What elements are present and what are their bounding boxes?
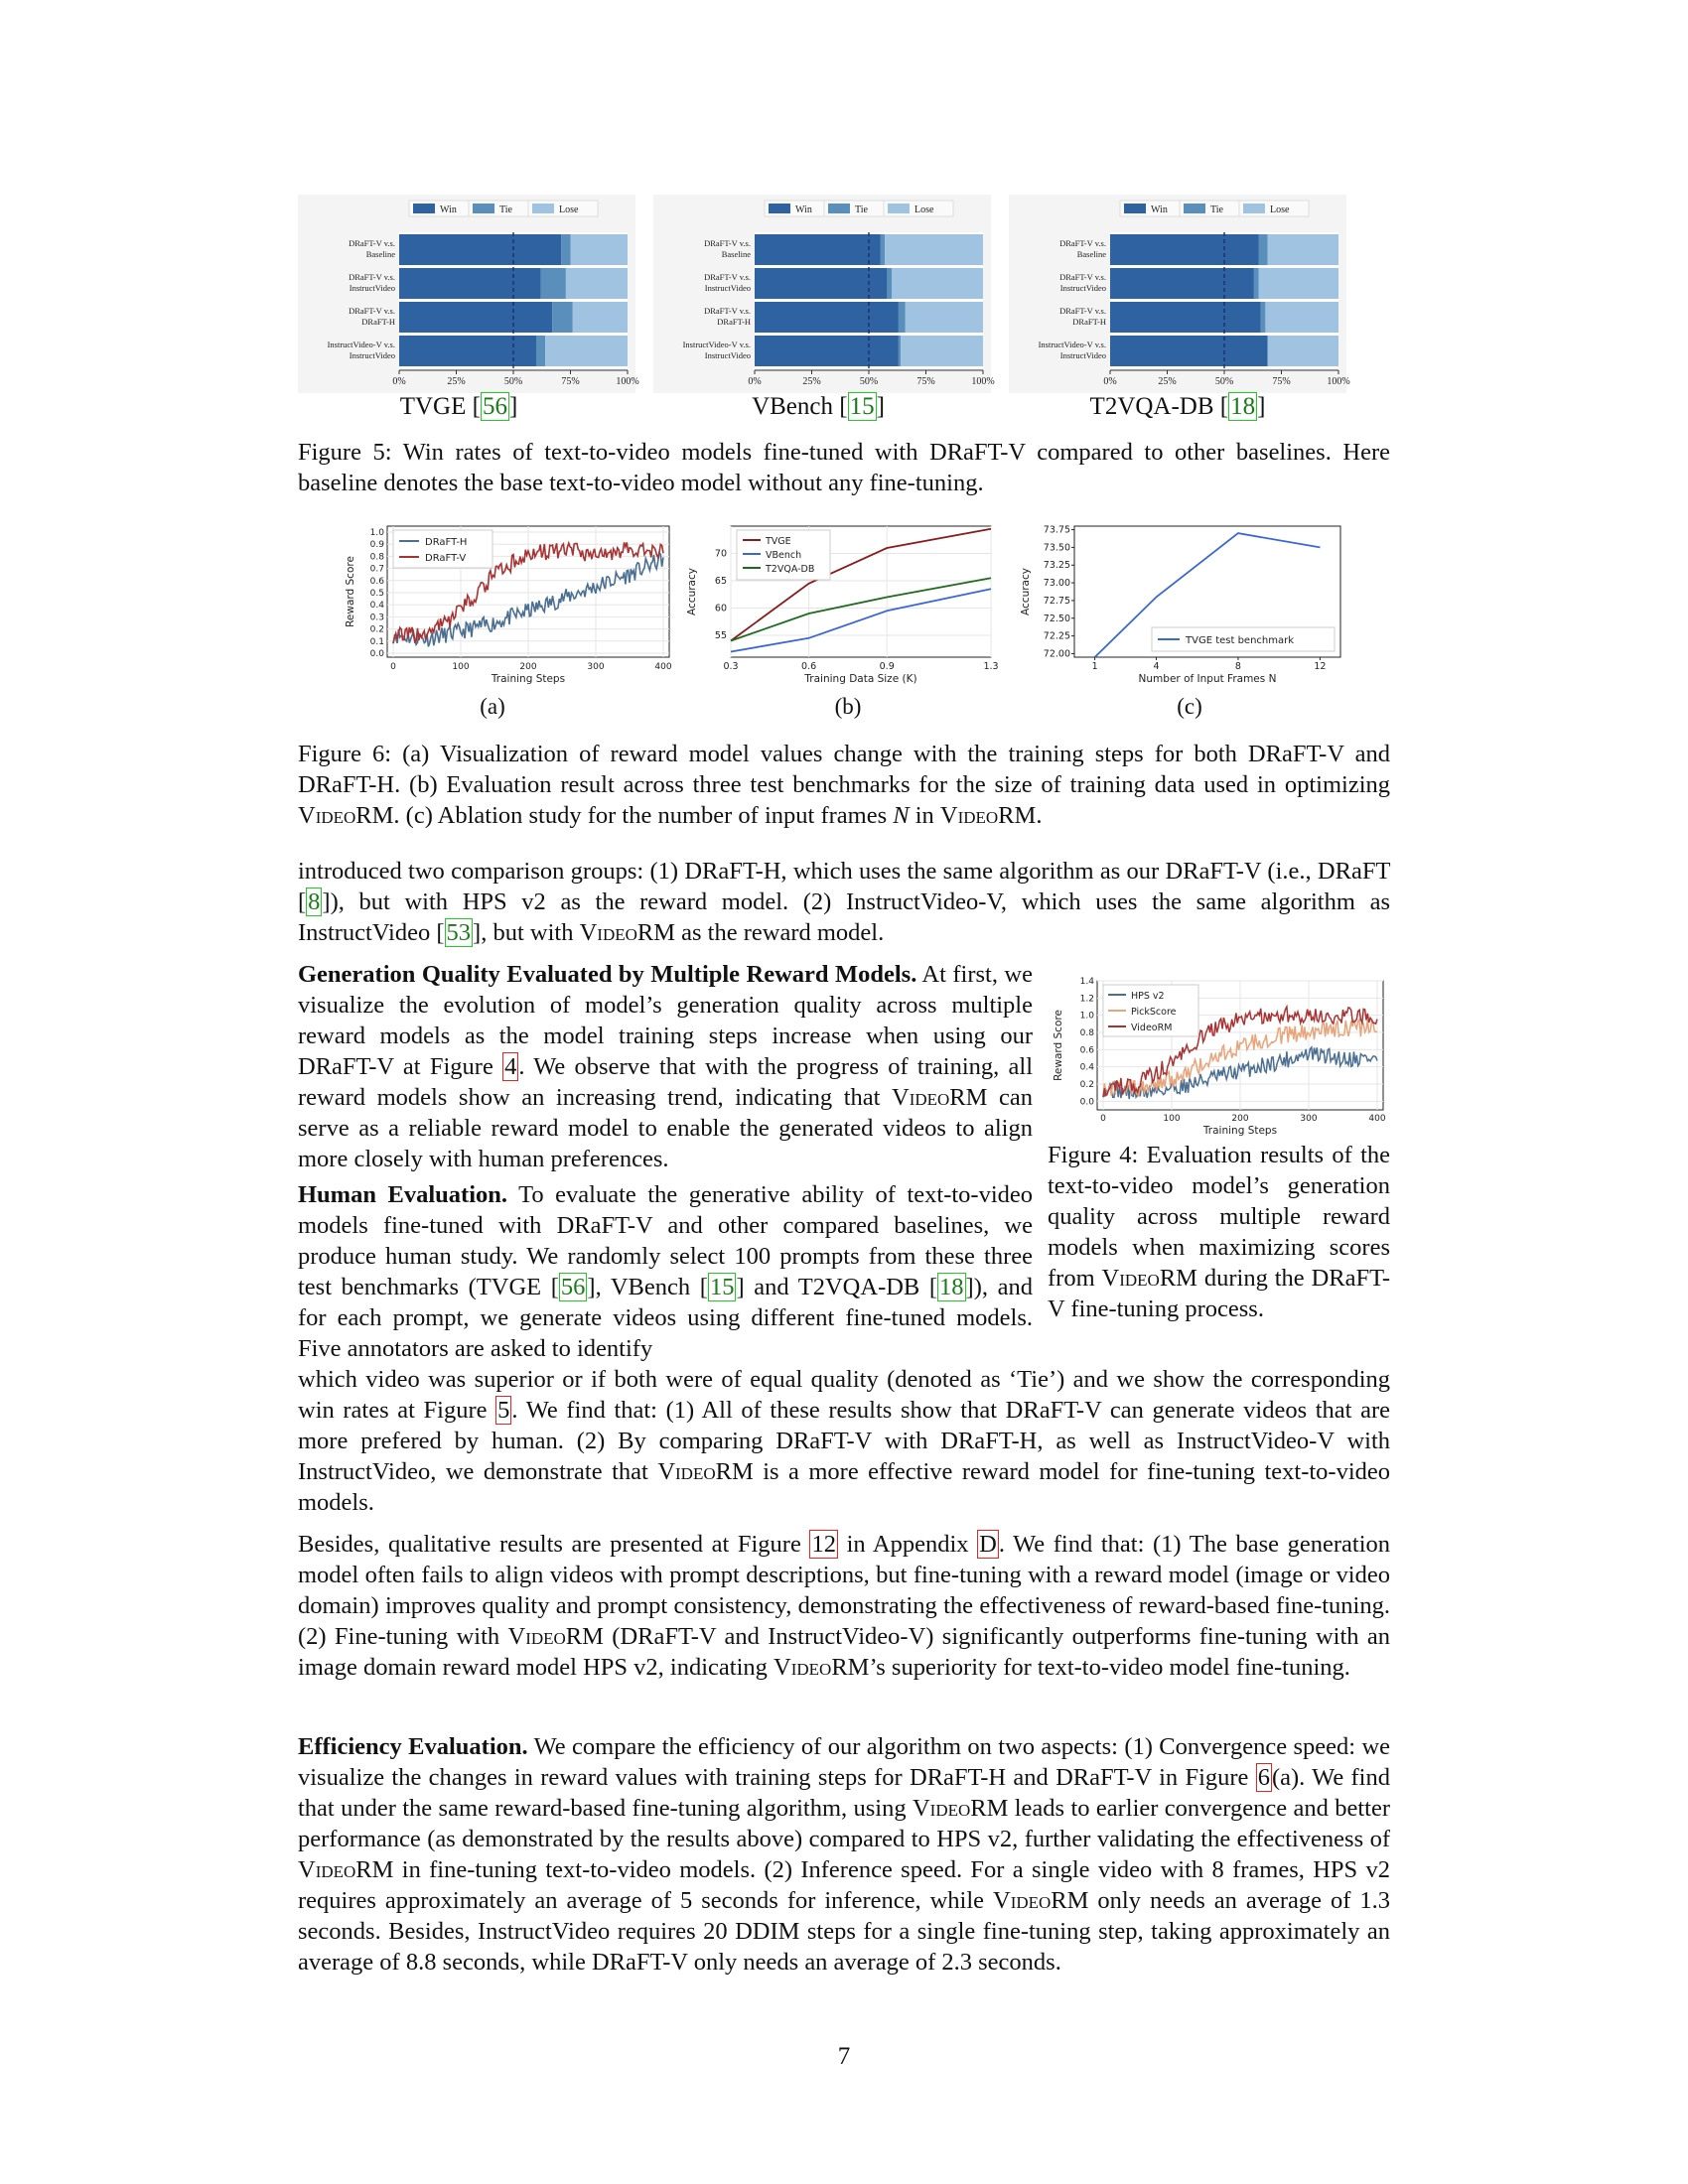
y-tick-label: 73.50 xyxy=(1043,542,1070,554)
y-tick-label: 73.25 xyxy=(1043,560,1070,572)
x-tick-label: 100% xyxy=(971,376,995,387)
x-tick-label: 300 xyxy=(587,662,605,672)
y-tick-label: 1.4 xyxy=(1079,977,1094,987)
x-tick-label: 8 xyxy=(1234,661,1241,672)
y-tick-label: 0.7 xyxy=(369,564,384,575)
x-tick-label: 0 xyxy=(390,662,396,672)
legend-label: PickScore xyxy=(1131,1007,1177,1018)
y-tick-label: 73.75 xyxy=(1043,524,1070,536)
figure-6 xyxy=(298,520,1390,719)
y-tick-label: 1.0 xyxy=(1079,1011,1094,1022)
legend-label: Win xyxy=(1151,205,1168,215)
x-tick-label: 400 xyxy=(654,662,672,672)
bar-segment-win xyxy=(1110,302,1261,333)
y-tick-label: 0.5 xyxy=(369,589,384,599)
bar-segment-tie xyxy=(899,336,901,366)
y-tick-label: 0.6 xyxy=(369,576,384,587)
bar-segment-win xyxy=(755,268,887,299)
y-tick-label: 0.8 xyxy=(369,552,384,563)
x-tick-label: 50% xyxy=(503,376,523,387)
bar-segment-tie xyxy=(1254,268,1259,299)
legend-label: DRaFT-V xyxy=(425,553,467,564)
x-tick-label: 0.9 xyxy=(879,661,895,672)
input-frames-chart xyxy=(1013,520,1350,697)
row-label: InstructVideo xyxy=(349,283,395,293)
figure-5-caption: Figure 5: Win rates of text-to-video models fine-tuned with DRaFT-V compared to other baselines. Here baseline denotes the base text-to-video model without any fine-tuning. xyxy=(298,439,1390,496)
sublabel-a: (a) xyxy=(480,694,505,719)
y-tick-label: 72.50 xyxy=(1043,613,1070,624)
x-tick-label: 1.3 xyxy=(983,661,999,672)
paragraph-comparison-groups: introduced two comparison groups: (1) DRaFT-H, which uses the same algorithm as our DRaFT-V (i.e., DRaFT [8]), but with HPS v2 as the reward model. (2) InstructVideo-V, which uses the same algorithm as InstructVideo [53], but with VideoRM as the reward model. xyxy=(298,858,1390,946)
bar-segment-lose xyxy=(1268,336,1338,366)
row-label: InstructVideo xyxy=(704,283,751,293)
y-tick-label: 0.9 xyxy=(369,540,384,551)
bar-segment-lose xyxy=(1259,268,1339,299)
x-axis-label: Number of Input Frames N xyxy=(1138,673,1277,685)
y-tick-label: 0.4 xyxy=(1079,1062,1094,1073)
bar-segment-lose xyxy=(571,234,629,265)
bar-segment-lose xyxy=(892,268,983,299)
y-tick-label: 1.2 xyxy=(1079,994,1094,1005)
bar-segment-tie xyxy=(881,234,886,265)
figure-link[interactable]: 5 xyxy=(497,1397,510,1424)
sublabel-b: (b) xyxy=(834,694,862,719)
x-tick-label: 200 xyxy=(1231,1114,1249,1124)
row-label: InstructVideo xyxy=(349,350,395,360)
legend-swatch xyxy=(769,204,790,213)
legend-label: TVGE test benchmark xyxy=(1186,635,1295,646)
legend-label: VideoRM xyxy=(1131,1023,1173,1033)
figure-link[interactable]: 6 xyxy=(1257,1764,1270,1791)
y-axis-label: Reward Score xyxy=(345,556,356,627)
row-label: InstructVideo-V v.s. xyxy=(682,340,751,349)
paragraph-qualitative: Besides, qualitative results are presented at Figure 12 in Appendix D. We find that: (1) The base generation model often fails to align videos with prompt descriptions, but fine-tuning with a reward model (image or video domain) improves quality and prompt consistency, demonstrating the effectiveness of reward-based fine-tuning. (2) Fine-tuning with VideoRM (DRaFT-V and InstructVideo-V) significantly outperforms fine-tuning with an image domain reward model HPS v2, indicating VideoRM’s superiority for text-to-video model fine-tuning. xyxy=(298,1531,1390,1681)
y-tick-label: 72.25 xyxy=(1043,630,1070,642)
bar-segment-win xyxy=(399,268,541,299)
legend-label: Tie xyxy=(1210,205,1223,215)
row-label: DRaFT-V v.s. xyxy=(1059,306,1106,316)
paragraph-heading: Generation Quality Evaluated by Multiple Reward Models. xyxy=(298,961,917,988)
x-axis-label: Training Steps xyxy=(1202,1125,1278,1137)
y-tick-label: 0.8 xyxy=(1079,1028,1094,1038)
bar-segment-win xyxy=(755,336,899,366)
bar-segment-tie xyxy=(887,268,892,299)
row-label: DRaFT-V v.s. xyxy=(704,272,751,282)
bar-segment-lose xyxy=(545,336,628,366)
bar-segment-win xyxy=(755,302,899,333)
citation[interactable]: 56 xyxy=(482,393,507,420)
bar-segment-tie xyxy=(561,234,570,265)
legend-swatch xyxy=(413,204,435,213)
legend-label: Lose xyxy=(559,205,579,215)
row-label: Baseline xyxy=(365,249,395,259)
bar-segment-win xyxy=(1110,234,1259,265)
paragraph-human-evaluation-cont: which video was superior or if both were of equal quality (denoted as ‘Tie’) and we show the corresponding win rates at Figure 5. We find that: (1) All of these results show that DRaFT-V can generate videos that are more prefered by human. (2) By comparing DRaFT-V with DRaFT-H, as well as InstructVideo-V with InstructVideo, we demonstrate that VideoRM is a more effective reward model for fine-tuning text-to-video models. xyxy=(298,1366,1390,1516)
reward-score-chart xyxy=(340,520,677,697)
figure-4-caption: Figure 4: Evaluation results of the text-to-video model’s generation quality across multiple reward models when maximizing scores from VideoRM during the DRaFT-V fine-tuning process. xyxy=(1048,1142,1391,1322)
x-tick-label: 50% xyxy=(1214,376,1234,387)
x-axis-label: Training Data Size (K) xyxy=(804,673,917,685)
y-axis-label: Accuracy xyxy=(686,568,698,615)
y-tick-label: 60 xyxy=(714,603,727,614)
legend-swatch xyxy=(473,204,494,213)
bar-segment-tie xyxy=(552,302,573,333)
win-rate-chart-vbench xyxy=(653,195,995,393)
y-tick-label: 0.3 xyxy=(369,613,384,623)
row-label: Baseline xyxy=(1076,249,1106,259)
x-tick-label: 50% xyxy=(859,376,879,387)
x-tick-label: 400 xyxy=(1368,1114,1386,1124)
x-tick-label: 4 xyxy=(1153,661,1160,672)
bar-segment-win xyxy=(1110,268,1254,299)
row-label: InstructVideo-V v.s. xyxy=(1038,340,1106,349)
legend-swatch xyxy=(532,204,554,213)
multi-reward-chart xyxy=(1048,971,1390,1140)
x-tick-label: 300 xyxy=(1300,1114,1318,1124)
y-tick-label: 70 xyxy=(714,548,727,560)
x-tick-label: 1 xyxy=(1091,661,1098,672)
legend-label: Win xyxy=(795,205,812,215)
citation[interactable]: 15 xyxy=(849,393,875,420)
bar-segment-lose xyxy=(1268,234,1338,265)
x-tick-label: 75% xyxy=(916,376,935,387)
row-label: DRaFT-V v.s. xyxy=(704,306,751,316)
y-tick-label: 73.00 xyxy=(1043,578,1070,590)
legend-label: VBench xyxy=(766,550,802,561)
legend-swatch xyxy=(1124,204,1146,213)
sublabel-c: (c) xyxy=(1177,694,1202,719)
x-axis-label: Training Steps xyxy=(491,673,566,685)
appendix-link[interactable]: D xyxy=(979,1531,997,1558)
bar-segment-lose xyxy=(906,302,983,333)
bar-segment-lose xyxy=(573,302,628,333)
row-label: DRaFT-V v.s. xyxy=(1059,272,1106,282)
row-label: DRaFT-H xyxy=(361,317,395,327)
y-tick-label: 72.00 xyxy=(1043,648,1070,660)
x-tick-label: 100 xyxy=(1163,1114,1181,1124)
paragraph-generation-quality: Generation Quality Evaluated by Multiple Reward Models. At first, we visualize the evolution of model’s generation quality across multiple reward models as the model training steps increase when using our DRaFT-V at Figure 4. We observe that with the progress of training, all reward models show an increasing trend, indicating that VideoRM can serve as a reliable reward model to enable the generated videos to align more closely with human preferences. xyxy=(298,961,1034,1172)
x-tick-label: 0.3 xyxy=(723,661,739,672)
x-tick-label: 0% xyxy=(748,376,762,387)
citation[interactable]: 8 xyxy=(308,888,321,915)
figure-6-caption: Figure 6: (a) Visualization of reward model values change with the training steps for both DRaFT-V and DRaFT-H. (b) Evaluation result across three test benchmarks for the size of training data used in optimizing VideoRM. (c) Ablation study for the number of input frames N in VideoRM. xyxy=(298,741,1390,829)
x-tick-label: 25% xyxy=(447,376,466,387)
citation[interactable]: 15 xyxy=(709,1274,735,1300)
row-label: DRaFT-V v.s. xyxy=(349,238,395,248)
y-axis-label: Accuracy xyxy=(1020,568,1032,615)
figure-4 xyxy=(1048,971,1390,1145)
subcaption-vbench: VBench [15] xyxy=(752,393,885,420)
x-tick-label: 0% xyxy=(392,376,406,387)
bar-segment-win xyxy=(399,302,552,333)
y-tick-label: 1.0 xyxy=(369,528,384,538)
legend-label: Lose xyxy=(1270,205,1290,215)
bar-segment-lose xyxy=(885,234,983,265)
win-rate-chart-t2vqa xyxy=(1009,195,1350,393)
bar-segment-win xyxy=(755,234,881,265)
bar-segment-win xyxy=(399,234,561,265)
legend-swatch xyxy=(828,204,850,213)
legend-label: Tie xyxy=(855,205,868,215)
y-tick-label: 55 xyxy=(714,630,727,641)
x-tick-label: 100 xyxy=(452,662,470,672)
y-tick-label: 72.75 xyxy=(1043,595,1070,607)
training-size-chart xyxy=(681,520,999,697)
x-tick-label: 12 xyxy=(1314,661,1327,672)
paragraph-efficiency: Efficiency Evaluation. We compare the efficiency of our algorithm on two aspects: (1) Convergence speed: we visualize the changes in reward values with training steps for DRaFT-H and DRaFT-V in Figure 6(a). We find that under the same reward-based fine-tuning algorithm, using VideoRM leads to earlier convergence and better performance (as demonstrated by the results above) compared to HPS v2, further validating the effectiveness of VideoRM in fine-tuning text-to-video models. (2) Inference speed. For a single video with 8 frames, HPS v2 requires approximately an average of 5 seconds for inference, while VideoRM only needs an average of 1.3 seconds. Besides, InstructVideo requires 20 DDIM steps for a single fine-tuning step, taking approximately an average of 8.8 seconds, while DRaFT-V only needs an average of 2.3 seconds. xyxy=(298,1733,1391,1976)
legend-label: Tie xyxy=(499,205,512,215)
bar-segment-tie xyxy=(1259,234,1268,265)
y-tick-label: 0.0 xyxy=(1079,1097,1094,1108)
legend-swatch xyxy=(888,204,910,213)
row-label: DRaFT-V v.s. xyxy=(704,238,751,248)
legend-label: Win xyxy=(440,205,457,215)
bar-segment-lose xyxy=(566,268,628,299)
row-label: InstructVideo xyxy=(704,350,751,360)
figure-5 xyxy=(298,195,1390,423)
row-label: InstructVideo xyxy=(1059,350,1106,360)
x-tick-label: 100% xyxy=(616,376,639,387)
y-tick-label: 0.4 xyxy=(369,601,384,612)
x-tick-label: 0.6 xyxy=(801,661,817,672)
win-rate-chart-tvge xyxy=(298,195,639,393)
bar-segment-win xyxy=(1110,336,1268,366)
x-tick-label: 200 xyxy=(519,662,537,672)
subcaption-t2vqa: T2VQA-DB [18] xyxy=(1089,393,1266,420)
citation[interactable]: 18 xyxy=(939,1274,964,1300)
row-label: DRaFT-V v.s. xyxy=(349,272,395,282)
paragraph-heading: Human Evaluation. xyxy=(298,1181,508,1208)
x-tick-label: 100% xyxy=(1327,376,1350,387)
page-number: 7 xyxy=(837,2043,851,2070)
paragraph-heading: Efficiency Evaluation. xyxy=(298,1733,528,1760)
bar-segment-lose xyxy=(901,336,983,366)
x-tick-label: 75% xyxy=(1272,376,1291,387)
x-tick-label: 75% xyxy=(561,376,580,387)
bar-segment-tie xyxy=(899,302,906,333)
bar-segment-tie xyxy=(536,336,545,366)
x-tick-label: 0 xyxy=(1100,1114,1106,1124)
figure-link[interactable]: 4 xyxy=(504,1053,517,1080)
legend-label: Lose xyxy=(914,205,934,215)
row-label: DRaFT-H xyxy=(717,317,751,327)
y-tick-label: 65 xyxy=(714,576,727,587)
row-label: InstructVideo-V v.s. xyxy=(327,340,395,349)
citation[interactable]: 18 xyxy=(1230,393,1256,420)
y-axis-label: Reward Score xyxy=(1053,1010,1064,1081)
row-label: DRaFT-V v.s. xyxy=(349,306,395,316)
bar-segment-tie xyxy=(1261,302,1266,333)
x-tick-label: 25% xyxy=(802,376,821,387)
legend-label: HPS v2 xyxy=(1131,991,1165,1002)
bar-segment-win xyxy=(399,336,536,366)
bar-segment-lose xyxy=(1265,302,1338,333)
subcaption-tvge: TVGE [56] xyxy=(399,393,518,420)
legend-swatch xyxy=(1184,204,1205,213)
y-tick-label: 0.2 xyxy=(1079,1080,1094,1090)
y-tick-label: 0.1 xyxy=(369,636,384,647)
paragraph-human-evaluation: Human Evaluation. To evaluate the generative ability of text-to-video models fine-tuned with DRaFT-V and other compared baselines, we produce human study. We randomly select 100 prompts from these three test benchmarks (TVGE [56], VBench [15] and T2VQA-DB [18]), and for each prompt, we generate videos using different fine-tuned models. Five annotators are asked to identify xyxy=(298,1181,1033,1362)
x-tick-label: 25% xyxy=(1158,376,1177,387)
row-label: DRaFT-V v.s. xyxy=(1059,238,1106,248)
y-tick-label: 0.6 xyxy=(1079,1045,1094,1056)
legend-label: TVGE xyxy=(766,536,791,547)
y-tick-label: 0.0 xyxy=(369,649,384,659)
legend-swatch xyxy=(1243,204,1265,213)
citation[interactable]: 53 xyxy=(446,919,472,946)
row-label: InstructVideo xyxy=(1059,283,1106,293)
legend-label: T2VQA-DB xyxy=(766,564,815,575)
legend-label: DRaFT-H xyxy=(425,537,468,548)
bar-segment-tie xyxy=(541,268,566,299)
figure-link[interactable]: 12 xyxy=(811,1531,836,1558)
y-tick-label: 0.2 xyxy=(369,624,384,635)
row-label: DRaFT-H xyxy=(1072,317,1106,327)
row-label: Baseline xyxy=(721,249,751,259)
citation[interactable]: 56 xyxy=(560,1274,586,1300)
x-tick-label: 0% xyxy=(1103,376,1117,387)
